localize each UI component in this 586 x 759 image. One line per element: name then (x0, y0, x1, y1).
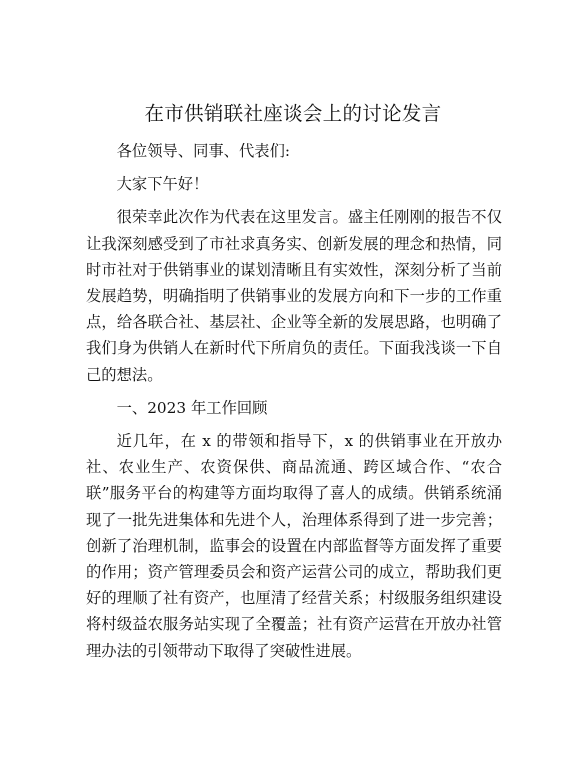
document-title: 在市供销联社座谈会上的讨论发言 (144, 102, 442, 125)
greeting: 大家下午好！ (116, 175, 209, 194)
intro-paragraph: 很荣幸此次作为代表在这里发言。盛主任刚刚的报告不仅让我深刻感受到了市社求真务实、创新发展的理念和热情，同时市社对于供销事业的谋划清晰且有实效性，深刻分析了当前发展趋势，明确指明了供销事业的发展方向和下一步的工作重点，给各联合社、基层社、企业等全新的发展思路，也明确了我们身为供销人在新时代下所肩负的责任。下面我浅谈一下自己的想法。 (86, 208, 502, 384)
salutation: 各位领导、同事、代表们: (116, 142, 291, 160)
document-body (86, 138, 502, 664)
section-heading: 一、2023 年工作回顾 (116, 398, 268, 417)
section-paragraph: 近几年，在 x 的带领和指导下，x 的供销事业在开放办社、农业生产、农资保供、商品流通、跨区域合作、“农合联”服务平台的构建等方面均取得了喜人的成绩。供销系统涌现了一批先进集体和先进个人，治理体系得到了进一步完善；创新了治理机制，监事会的设置在内部监督等方面发挥了重要的作用；资产管理委员会和资产运营公司的成立，帮助我们更好的理顺了社有资产，也厘清了经营关系；村级服务组织建设将村级益农服务站实现了全覆盖；社有资产运营在开放办社管理办法的引领带动下取得了突破性进展。 (86, 432, 502, 660)
